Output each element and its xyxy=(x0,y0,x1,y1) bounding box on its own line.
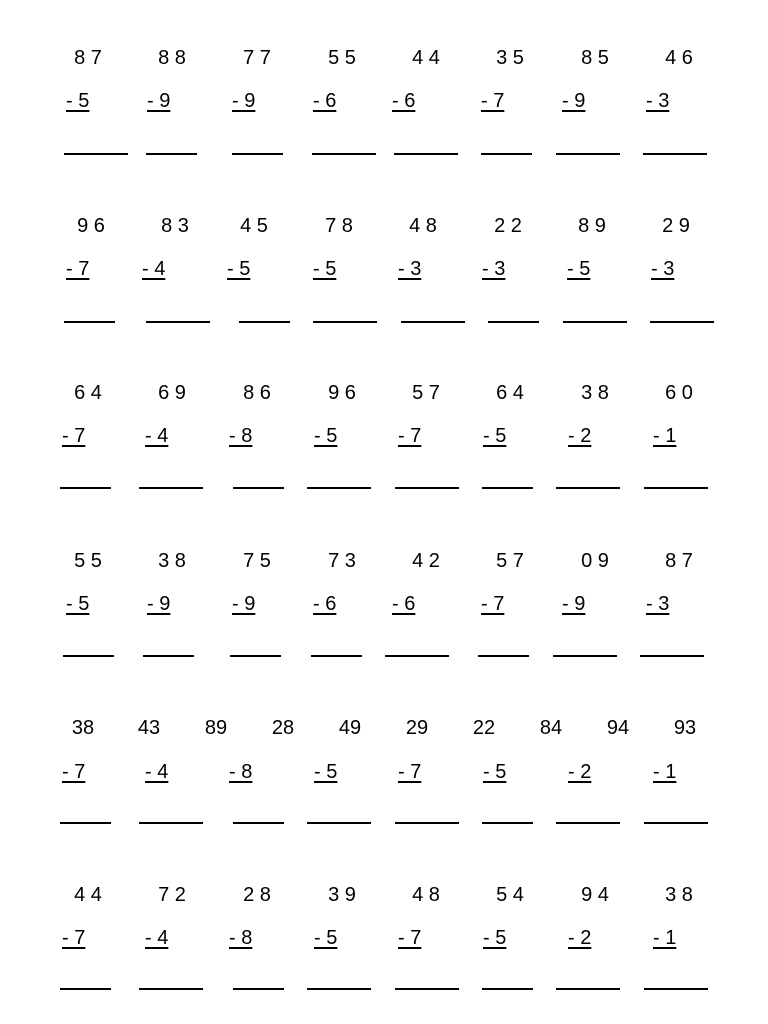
answer-blank[interactable] xyxy=(60,822,111,824)
subtrahend: - 9 xyxy=(562,90,586,112)
minuend: 7 8 xyxy=(325,215,353,237)
answer-blank[interactable] xyxy=(139,822,203,824)
answer-blank[interactable] xyxy=(563,321,627,323)
number-item: 22 xyxy=(472,717,496,739)
answer-blank[interactable] xyxy=(644,487,708,489)
minuend: 9 6 xyxy=(328,382,356,404)
subtrahend: - 3 xyxy=(482,258,506,280)
subtrahend: - 8 xyxy=(229,425,253,447)
subtrahend: - 5 xyxy=(66,593,90,615)
number-item: 84 xyxy=(539,717,563,739)
minuend: 8 6 xyxy=(243,382,271,404)
subtrahend: - 5 xyxy=(66,90,90,112)
answer-blank[interactable] xyxy=(307,988,371,990)
minuend: 2 2 xyxy=(494,215,522,237)
answer-blank[interactable] xyxy=(64,153,128,155)
answer-blank[interactable] xyxy=(143,655,194,657)
answer-blank[interactable] xyxy=(63,655,114,657)
subtrahend: - 8 xyxy=(229,927,253,949)
subtrahend: - 7 xyxy=(398,425,422,447)
subtrahend: - 7 xyxy=(398,927,422,949)
minuend: 5 7 xyxy=(412,382,440,404)
minuend: 6 4 xyxy=(496,382,524,404)
minuend: 2 9 xyxy=(662,215,690,237)
answer-blank[interactable] xyxy=(233,988,284,990)
answer-blank[interactable] xyxy=(644,988,708,990)
answer-blank[interactable] xyxy=(482,822,533,824)
number-item: 94 xyxy=(606,717,630,739)
minuend: 8 7 xyxy=(665,550,693,572)
answer-blank[interactable] xyxy=(482,988,533,990)
answer-blank[interactable] xyxy=(401,321,465,323)
subtrahend: - 5 xyxy=(483,927,507,949)
subtrahend: - 5 xyxy=(483,761,507,783)
subtrahend: - 6 xyxy=(392,90,416,112)
subtrahend: - 5 xyxy=(567,258,591,280)
answer-blank[interactable] xyxy=(233,822,284,824)
subtrahend: - 9 xyxy=(147,593,171,615)
subtrahend: - 2 xyxy=(568,425,592,447)
answer-blank[interactable] xyxy=(488,321,539,323)
answer-blank[interactable] xyxy=(482,487,533,489)
answer-blank[interactable] xyxy=(139,988,203,990)
minuend: 3 5 xyxy=(496,47,524,69)
subtrahend: - 7 xyxy=(481,593,505,615)
answer-blank[interactable] xyxy=(312,153,376,155)
subtrahend: - 5 xyxy=(314,761,338,783)
answer-blank[interactable] xyxy=(139,487,203,489)
subtrahend: - 5 xyxy=(313,258,337,280)
subtrahend: - 5 xyxy=(314,425,338,447)
answer-blank[interactable] xyxy=(239,321,290,323)
minuend: 5 5 xyxy=(328,47,356,69)
subtrahend: - 9 xyxy=(232,90,256,112)
answer-blank[interactable] xyxy=(395,487,459,489)
answer-blank[interactable] xyxy=(650,321,714,323)
minuend: 7 2 xyxy=(158,884,186,906)
answer-blank[interactable] xyxy=(307,822,371,824)
minuend: 8 8 xyxy=(158,47,186,69)
answer-blank[interactable] xyxy=(556,822,620,824)
minuend: 3 9 xyxy=(328,884,356,906)
minuend: 6 9 xyxy=(158,382,186,404)
minuend: 5 4 xyxy=(496,884,524,906)
answer-blank[interactable] xyxy=(230,655,281,657)
answer-blank[interactable] xyxy=(556,153,620,155)
subtrahend: - 1 xyxy=(653,425,677,447)
minuend: 9 6 xyxy=(77,215,105,237)
answer-blank[interactable] xyxy=(385,655,449,657)
minuend: 3 8 xyxy=(581,382,609,404)
number-item: 93 xyxy=(673,717,697,739)
answer-blank[interactable] xyxy=(640,655,704,657)
minuend: 9 4 xyxy=(581,884,609,906)
minuend: 4 4 xyxy=(412,47,440,69)
answer-blank[interactable] xyxy=(478,655,529,657)
answer-blank[interactable] xyxy=(395,988,459,990)
subtrahend: - 7 xyxy=(398,761,422,783)
minuend: 8 3 xyxy=(161,215,189,237)
subtrahend: - 6 xyxy=(313,90,337,112)
answer-blank[interactable] xyxy=(146,153,197,155)
answer-blank[interactable] xyxy=(233,487,284,489)
answer-blank[interactable] xyxy=(60,487,111,489)
subtrahend: - 3 xyxy=(651,258,675,280)
subtrahend: - 1 xyxy=(653,761,677,783)
minuend: 7 5 xyxy=(243,550,271,572)
subtrahend: - 8 xyxy=(229,761,253,783)
minuend: 6 0 xyxy=(665,382,693,404)
minuend: 3 8 xyxy=(158,550,186,572)
answer-blank[interactable] xyxy=(146,321,210,323)
subtrahend: - 2 xyxy=(568,761,592,783)
answer-blank[interactable] xyxy=(60,988,111,990)
answer-blank[interactable] xyxy=(481,153,532,155)
minuend: 4 5 xyxy=(240,215,268,237)
answer-blank[interactable] xyxy=(307,487,371,489)
subtrahend: - 9 xyxy=(562,593,586,615)
minuend: 7 3 xyxy=(328,550,356,572)
number-item: 29 xyxy=(405,717,429,739)
subtrahend: - 5 xyxy=(314,927,338,949)
subtrahend: - 4 xyxy=(145,927,169,949)
subtrahend: - 7 xyxy=(66,258,90,280)
minuend: 4 6 xyxy=(665,47,693,69)
answer-blank[interactable] xyxy=(64,321,115,323)
minuend: 7 7 xyxy=(243,47,271,69)
subtrahend: - 6 xyxy=(313,593,337,615)
subtrahend: - 7 xyxy=(62,761,86,783)
answer-blank[interactable] xyxy=(643,153,707,155)
subtrahend: - 4 xyxy=(142,258,166,280)
minuend: 3 8 xyxy=(665,884,693,906)
answer-blank[interactable] xyxy=(232,153,283,155)
subtrahend: - 7 xyxy=(481,90,505,112)
subtrahend: - 9 xyxy=(232,593,256,615)
answer-blank[interactable] xyxy=(556,487,620,489)
subtrahend: - 9 xyxy=(147,90,171,112)
minuend: 5 7 xyxy=(496,550,524,572)
answer-blank[interactable] xyxy=(313,321,377,323)
number-item: 28 xyxy=(271,717,295,739)
subtrahend: - 3 xyxy=(646,90,670,112)
minuend: 4 8 xyxy=(412,884,440,906)
minuend: 5 5 xyxy=(74,550,102,572)
answer-blank[interactable] xyxy=(644,822,708,824)
subtrahend: - 2 xyxy=(568,927,592,949)
subtrahend: - 3 xyxy=(646,593,670,615)
subtrahend: - 6 xyxy=(392,593,416,615)
minuend: 4 4 xyxy=(74,884,102,906)
answer-blank[interactable] xyxy=(553,655,617,657)
subtrahend: - 4 xyxy=(145,761,169,783)
subtrahend: - 4 xyxy=(145,425,169,447)
subtrahend: - 5 xyxy=(483,425,507,447)
number-item: 38 xyxy=(71,717,95,739)
answer-blank[interactable] xyxy=(311,655,362,657)
subtrahend: - 7 xyxy=(62,425,86,447)
minuend: 8 5 xyxy=(581,47,609,69)
minuend: 8 7 xyxy=(74,47,102,69)
subtrahend: - 5 xyxy=(227,258,251,280)
answer-blank[interactable] xyxy=(556,988,620,990)
subtrahend: - 1 xyxy=(653,927,677,949)
minuend: 6 4 xyxy=(74,382,102,404)
minuend: 4 8 xyxy=(409,215,437,237)
answer-blank[interactable] xyxy=(394,153,458,155)
answer-blank[interactable] xyxy=(395,822,459,824)
subtrahend: - 7 xyxy=(62,927,86,949)
minuend: 0 9 xyxy=(581,550,609,572)
subtrahend: - 3 xyxy=(398,258,422,280)
minuend: 8 9 xyxy=(578,215,606,237)
number-item: 49 xyxy=(338,717,362,739)
minuend: 2 8 xyxy=(243,884,271,906)
number-item: 89 xyxy=(204,717,228,739)
number-item: 43 xyxy=(137,717,161,739)
minuend: 4 2 xyxy=(412,550,440,572)
